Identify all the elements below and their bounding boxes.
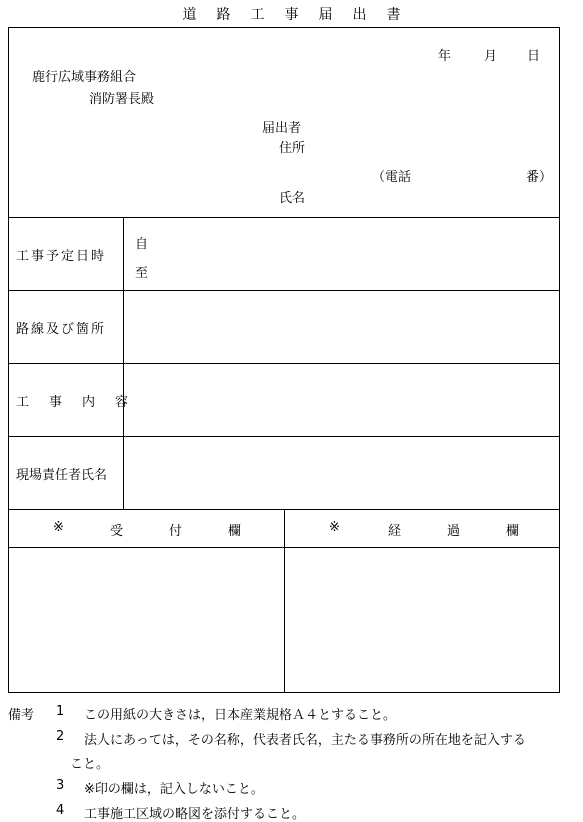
divider-header [8, 217, 560, 218]
note-text-2-cont: こと。 [70, 757, 110, 772]
note-num-3: 3 [56, 778, 65, 793]
note-text-2: 法人にあっては，その名称，代表者氏名，主たる事務所の所在地を記入する [84, 733, 526, 748]
applicant-phone-close: 番） [526, 170, 553, 185]
label-column-divider [123, 217, 124, 509]
note-text-1: この用紙の大きさは，日本産業規格Ａ４とすること。 [84, 708, 397, 723]
schedule-label: 工事予定日時 [16, 249, 107, 264]
notes-heading: 備考 [8, 708, 35, 723]
schedule-to: 至 [135, 266, 149, 281]
content-label: 工事内容 [16, 395, 149, 410]
recipient-org: 鹿行広域事務組合 [32, 70, 137, 85]
applicant-phone-open: （電話 [372, 170, 412, 185]
date-year: 年 [438, 49, 452, 64]
note-num-4: 4 [56, 803, 65, 818]
divider-content [8, 436, 560, 437]
note-num-1: 1 [56, 704, 65, 719]
progress-label: 経過欄 [388, 524, 566, 539]
divider-route [8, 363, 560, 364]
receipt-label: 受付欄 [110, 524, 288, 539]
receipt-mark: ※ [53, 520, 64, 535]
route-label: 路線及び箇所 [16, 322, 107, 337]
date-day: 日 [527, 49, 541, 64]
note-text-3: ※印の欄は，記入しないこと。 [84, 782, 264, 797]
divider-schedule [8, 290, 560, 291]
progress-mark: ※ [329, 520, 340, 535]
supervisor-label: 現場責任者氏名 [16, 468, 108, 483]
date-month: 月 [484, 49, 498, 64]
form-title: 道路工事届出書 [182, 7, 421, 23]
applicant-name-label: 氏名 [279, 191, 306, 206]
recipient-chief: 消防署長殿 [89, 92, 155, 107]
note-text-4: 工事施工区域の略図を添付すること。 [84, 807, 306, 822]
applicant-address-label: 住所 [279, 141, 306, 156]
note-num-2: 2 [56, 729, 65, 744]
applicant-label: 届出者 [262, 121, 302, 136]
schedule-from: 自 [135, 237, 149, 252]
